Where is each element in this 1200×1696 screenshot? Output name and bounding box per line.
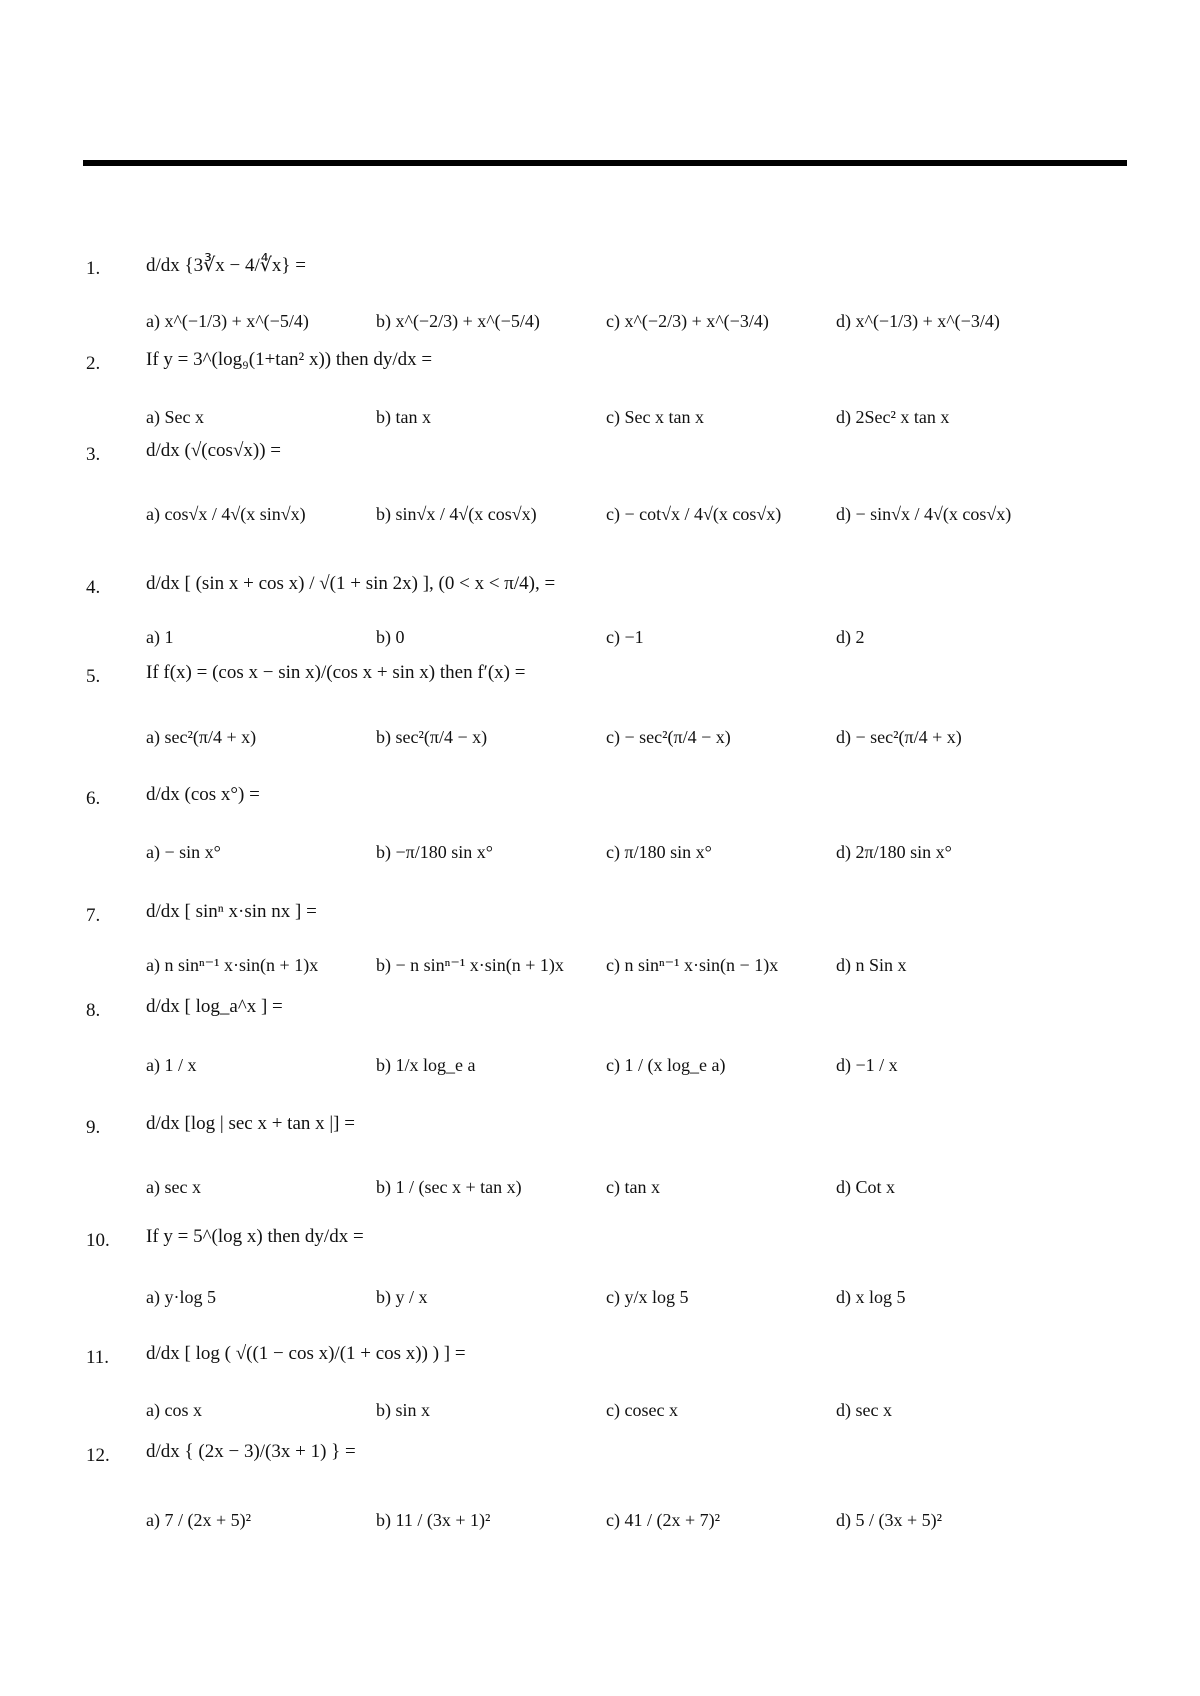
question-number: 4. [86,577,101,598]
option-a: a) 1 / x [146,1055,197,1075]
option-b: b) 1 / (sec x + tan x) [376,1177,522,1197]
option-c: c) Sec x tan x [606,407,704,427]
question-number: 8. [86,1000,101,1021]
option-d: d) x^(−1/3) + x^(−3/4) [836,311,1000,331]
question-number: 10. [86,1230,110,1251]
question-number: 5. [86,666,101,687]
question-number: 6. [86,788,101,809]
question-stem: d/dx {3∛x − 4/∜x} = [146,255,306,276]
header-rule [83,160,1127,166]
option-c: c) − cot√x / 4√(x cos√x) [606,504,782,524]
option-b: b) sin√x / 4√(x cos√x) [376,504,537,524]
option-a: a) 7 / (2x + 5)² [146,1510,252,1530]
option-c: c) 41 / (2x + 7)² [606,1510,721,1530]
option-b: b) −π/180 sin x° [376,842,493,862]
option-d: d) 2 [836,627,865,647]
option-d: d) 5 / (3x + 5)² [836,1510,943,1530]
option-a: a) − sin x° [146,842,221,862]
option-b: b) 11 / (3x + 1)² [376,1510,491,1530]
option-b: b) sin x [376,1400,430,1420]
option-a: a) Sec x [146,407,204,427]
option-b: b) sec²(π/4 − x) [376,727,488,747]
option-d: d) sec x [836,1400,892,1420]
option-c: c) x^(−2/3) + x^(−3/4) [606,311,769,331]
option-d: d) x log 5 [836,1287,906,1307]
question-stem: d/dx [ sinⁿ x·sin nx ] = [146,901,317,922]
option-a: a) sec²(π/4 + x) [146,727,257,747]
option-c: c) −1 [606,627,644,647]
question-stem: d/dx { (2x − 3)/(3x + 1) } = [146,1441,356,1462]
option-a: a) x^(−1/3) + x^(−5/4) [146,311,309,331]
option-a: a) 1 [146,627,174,647]
option-a: a) cos x [146,1400,202,1420]
option-d: d) n Sin x [836,955,907,975]
option-c: c) cosec x [606,1400,678,1420]
question-stem: If f(x) = (cos x − sin x)/(cos x + sin x) then f′(x) = [146,662,526,683]
option-a: a) n sinⁿ⁻¹ x·sin(n + 1)x [146,955,319,975]
question-stem: d/dx [log | sec x + tan x |] = [146,1113,355,1134]
option-d: d) − sin√x / 4√(x cos√x) [836,504,1012,524]
option-a: a) y·log 5 [146,1287,216,1307]
option-d: d) 2Sec² x tan x [836,407,950,427]
option-a: a) sec x [146,1177,201,1197]
option-a: a) cos√x / 4√(x sin√x) [146,504,306,524]
option-b: b) x^(−2/3) + x^(−5/4) [376,311,540,331]
option-c: c) 1 / (x log_e a) [606,1055,726,1075]
option-b: b) 0 [376,627,405,647]
question-stem: d/dx (cos x°) = [146,784,260,805]
question-stem: If y = 5^(log x) then dy/dx = [146,1226,364,1247]
option-d: d) − sec²(π/4 + x) [836,727,962,747]
option-c: c) tan x [606,1177,660,1197]
option-b: b) tan x [376,407,431,427]
question-number: 2. [86,353,101,374]
option-c: c) π/180 sin x° [606,842,712,862]
option-c: c) − sec²(π/4 − x) [606,727,731,747]
option-d: d) −1 / x [836,1055,898,1075]
question-number: 12. [86,1445,110,1466]
question-number: 3. [86,444,101,465]
option-d: d) 2π/180 sin x° [836,842,952,862]
question-number: 9. [86,1117,101,1138]
question-stem: d/dx (√(cos√x)) = [146,440,281,461]
question-number: 11. [86,1347,110,1368]
option-c: c) n sinⁿ⁻¹ x·sin(n − 1)x [606,955,779,975]
question-number: 7. [86,905,101,926]
question-stem: d/dx [ log_a^x ] = [146,996,283,1017]
option-c: c) y/x log 5 [606,1287,689,1307]
question-stem: d/dx [ (sin x + cos x) / √(1 + sin 2x) ], (0 < x < π/4), = [146,573,556,594]
question-number: 1. [86,258,101,279]
option-b: b) y / x [376,1287,428,1307]
option-d: d) Cot x [836,1177,896,1197]
option-b: b) 1/x log_e a [376,1055,476,1075]
question-stem: d/dx [ log ( √((1 − cos x)/(1 + cos x)) ) ] = [146,1343,466,1364]
question-stem: If y = 3^(log₉(1+tan² x)) then dy/dx = [146,349,433,370]
option-b: b) − n sinⁿ⁻¹ x·sin(n + 1)x [376,955,564,975]
